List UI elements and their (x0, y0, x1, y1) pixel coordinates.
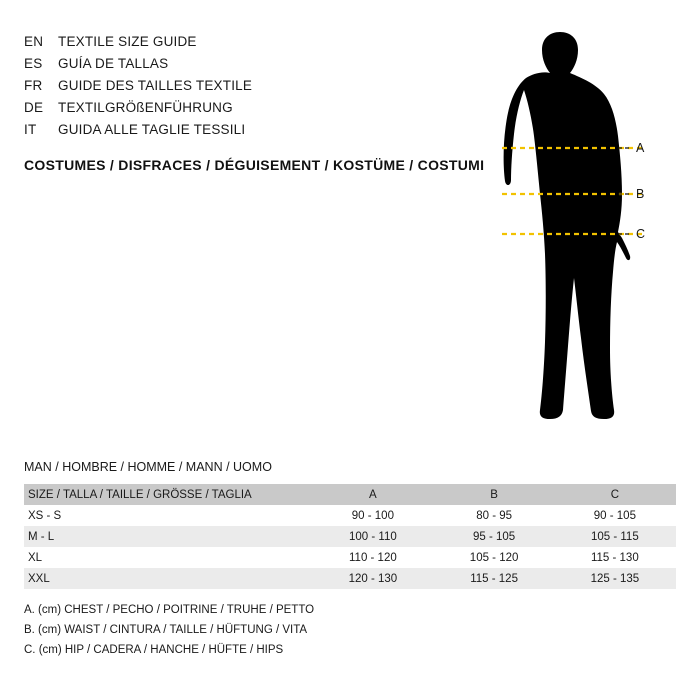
language-text-it: GUIDA ALLE TAGLIE TESSILI (58, 122, 246, 137)
measure-label-b: B (636, 187, 645, 201)
language-row-de (24, 100, 444, 122)
language-row-fr (24, 78, 444, 100)
cell-b: 80 - 95 (476, 509, 513, 522)
language-header-block (24, 34, 444, 144)
measurement-legend (24, 600, 314, 660)
language-code-es: ES (24, 56, 43, 71)
column-header-c: C (610, 488, 620, 501)
male-silhouette-icon (470, 28, 680, 428)
language-text-fr: GUIDE DES TAILLES TEXTILE (58, 78, 253, 93)
table-title: MAN / HOMBRE / HOMME / MANN / UOMO (24, 460, 272, 474)
language-code-fr: FR (24, 78, 43, 93)
table-row (24, 526, 676, 547)
cell-size: XXL (28, 572, 50, 585)
language-row-es (24, 56, 444, 78)
language-text-es: GUÍA DE TALLAS (58, 56, 169, 71)
table-header (24, 484, 676, 505)
legend-line-c: C. (cm) HIP / CADERA / HANCHE / HÜFTE / HIPS (24, 644, 284, 656)
category-title: COSTUMES / DISFRACES / DÉGUISEMENT / KOSTÜME / COSTUMI (24, 157, 485, 173)
size-table (24, 484, 676, 589)
language-text-en: TEXTILE SIZE GUIDE (58, 34, 197, 49)
cell-a: 100 - 110 (349, 530, 397, 543)
cell-b: 115 - 125 (470, 572, 518, 585)
cell-a: 90 - 100 (351, 509, 394, 522)
language-code-de: DE (24, 100, 44, 115)
column-header-size: SIZE / TALLA / TAILLE / GRÖSSE / TAGLIA (28, 488, 252, 501)
language-text-de: TEXTILGRÖßENFÜHRUNG (58, 100, 233, 115)
cell-c: 90 - 105 (593, 509, 636, 522)
cell-c: 115 - 130 (590, 551, 639, 564)
language-row-it (24, 122, 444, 144)
language-code-it: IT (24, 122, 37, 137)
table-header-row (24, 484, 676, 505)
cell-c: 105 - 115 (590, 530, 639, 543)
measure-label-a: A (636, 141, 645, 155)
body-silhouette-figure (470, 28, 680, 428)
cell-b: 95 - 105 (473, 530, 516, 543)
cell-b: 105 - 120 (469, 551, 519, 564)
table-row (24, 547, 676, 568)
table-row (24, 505, 676, 526)
cell-a: 110 - 120 (349, 551, 397, 564)
language-code-en: EN (24, 34, 44, 49)
table-body (24, 505, 676, 589)
legend-line-a: A. (cm) CHEST / PECHO / POITRINE / TRUHE / PETTO (24, 604, 315, 616)
cell-size: M - L (28, 530, 55, 543)
cell-c: 125 - 135 (590, 572, 640, 585)
cell-a: 120 - 130 (348, 572, 398, 585)
language-row-en (24, 34, 444, 56)
column-header-b: B (490, 488, 498, 501)
column-header-a: A (369, 488, 377, 501)
table-row (24, 568, 676, 589)
cell-size: XS - S (28, 509, 62, 522)
cell-size: XL (28, 551, 43, 564)
legend-line-b: B. (cm) WAIST / CINTURA / TAILLE / HÜFTUNG / VITA (24, 624, 308, 636)
measure-label-c: C (636, 227, 646, 241)
